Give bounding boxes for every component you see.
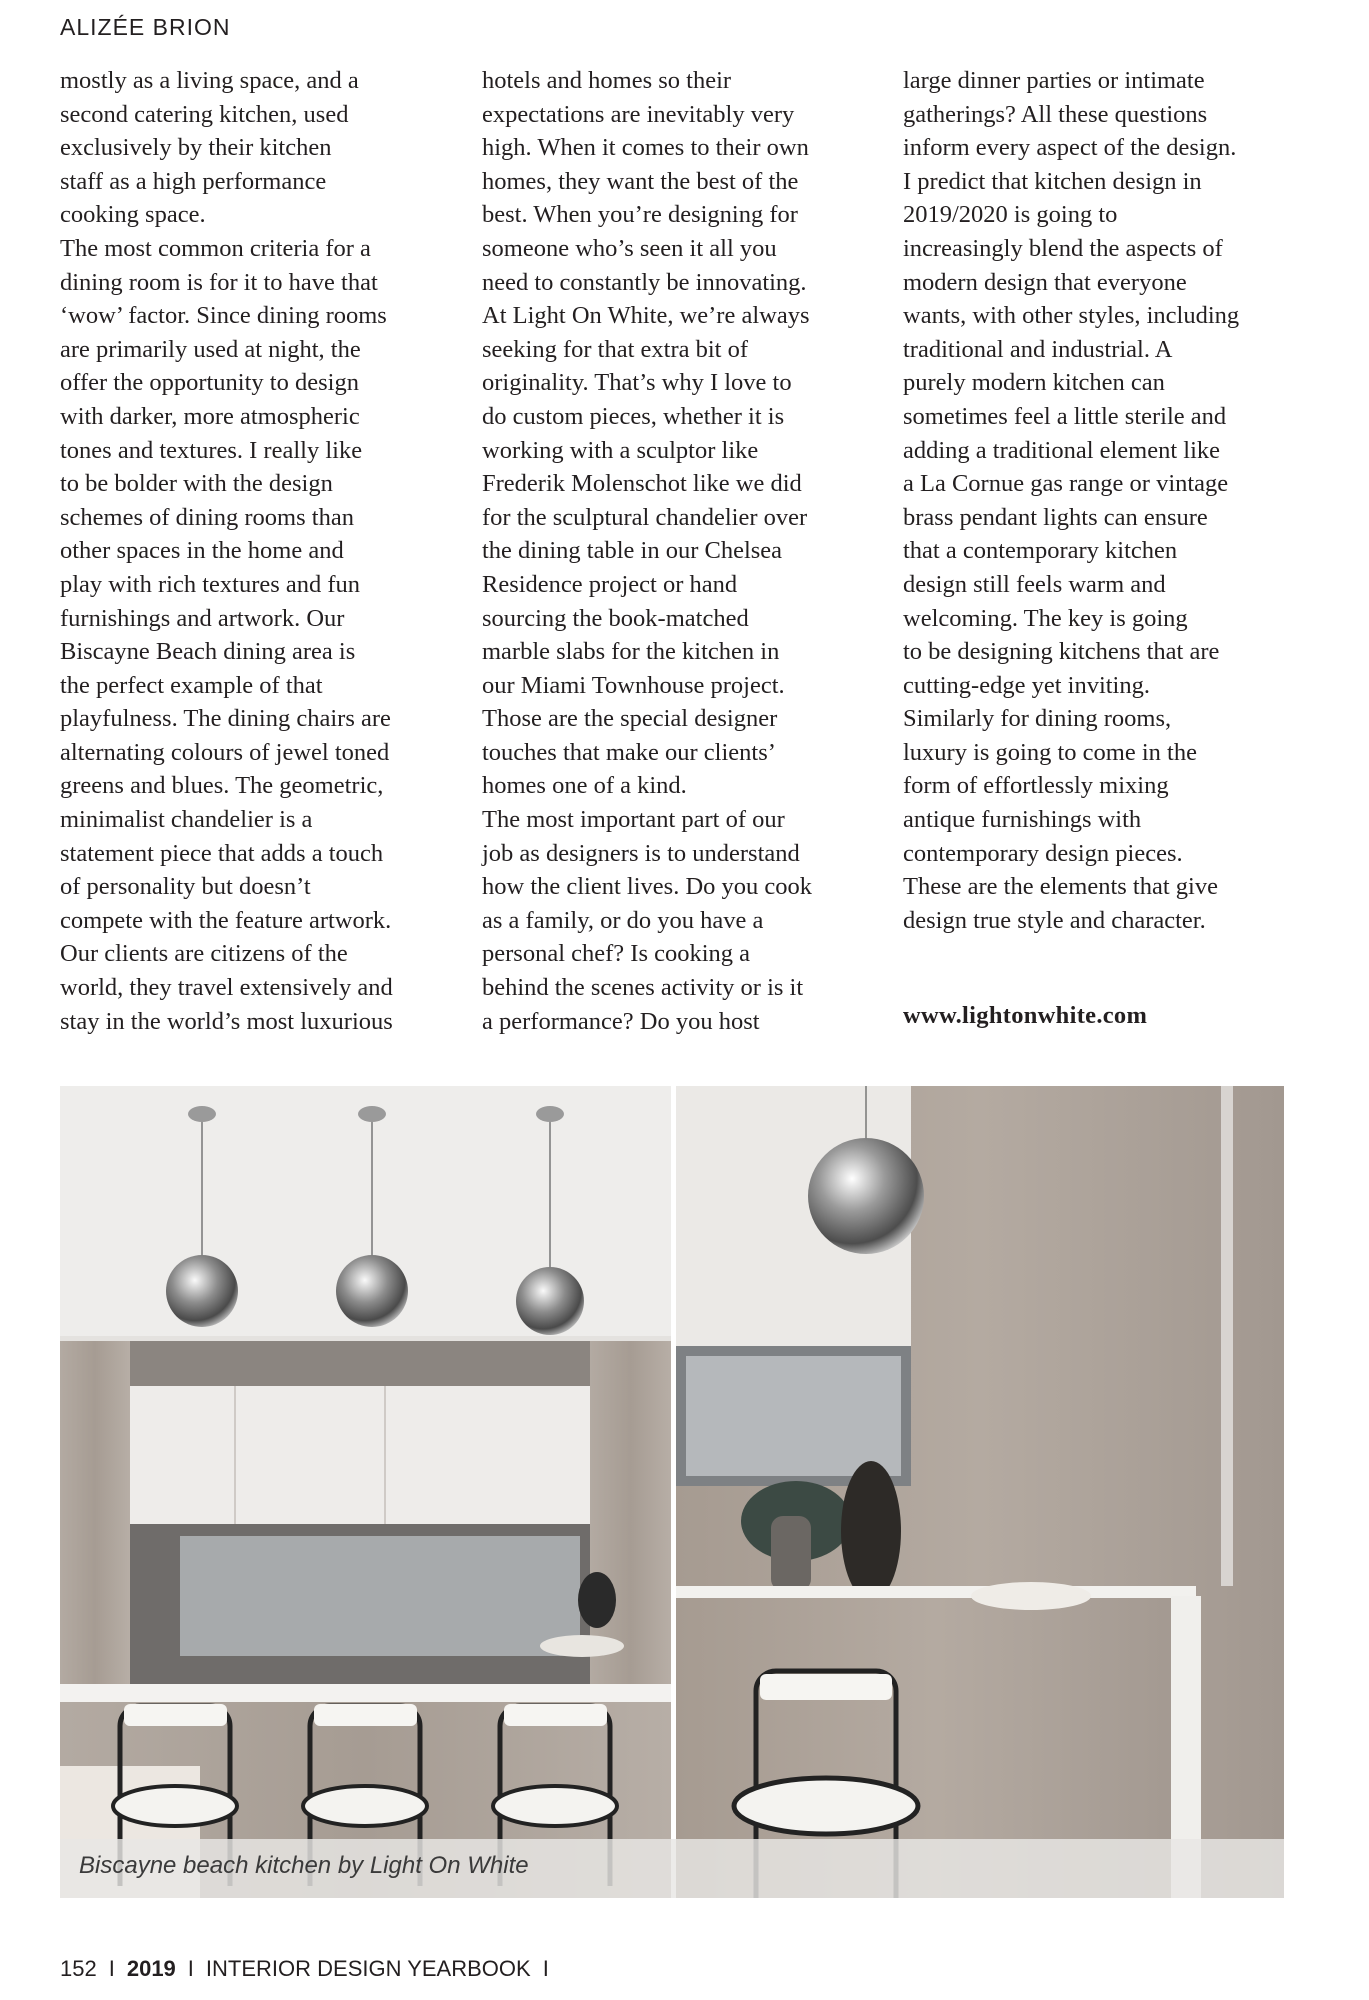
article-line: dining room is for it to have that	[60, 268, 378, 296]
article-line: how the client lives. Do you cook	[482, 873, 813, 901]
article-line: as a family, or do you have a	[482, 906, 764, 934]
article-line: high. When it comes to their own	[482, 134, 809, 162]
article-line: a La Cornue gas range or vintage	[903, 470, 1229, 498]
article-line: cooking space.	[60, 201, 206, 229]
article-line: design true style and character.	[903, 906, 1206, 934]
article-line: adding a traditional element like	[903, 436, 1221, 464]
article-column-3	[903, 64, 1288, 937]
article-line: playfulness. The dining chairs are	[60, 705, 391, 733]
article-line: I predict that kitchen design in	[903, 167, 1202, 195]
article-line: to be designing kitchens that are	[903, 638, 1220, 666]
article-line: Those are the special designer	[482, 705, 778, 733]
article-line: Similarly for dining rooms,	[903, 705, 1172, 733]
article-line: minimalist chandelier is a	[60, 806, 313, 834]
kitchen-photo-right	[676, 1086, 1284, 1898]
photo-caption: Biscayne beach kitchen by Light On White	[79, 1852, 529, 1879]
website-link[interactable]: www.lightonwhite.com	[903, 1002, 1148, 1029]
article-line: working with a sculptor like	[482, 436, 759, 464]
article-line: that a contemporary kitchen	[903, 537, 1178, 565]
article-line: modern design that everyone	[903, 268, 1187, 296]
article-line: second catering kitchen, used	[60, 100, 349, 128]
article-line: behind the scenes activity or is it	[482, 974, 804, 1002]
page-number: 152	[60, 1956, 97, 1981]
article-line: tones and textures. I really like	[60, 436, 363, 464]
article-column-2	[482, 64, 867, 1038]
article-line: homes, they want the best of the	[482, 167, 799, 195]
article-line: originality. That’s why I love to	[482, 369, 792, 397]
article-line: large dinner parties or intimate	[903, 67, 1205, 94]
author-name: ALIZÉE BRION	[60, 14, 231, 40]
article-line: other spaces in the home and	[60, 537, 344, 565]
article-line: compete with the feature artwork.	[60, 906, 392, 934]
article-line: antique furnishings with	[903, 806, 1142, 834]
article-line: Frederik Molenschot like we did	[482, 470, 802, 498]
article-line: purely modern kitchen can	[903, 369, 1165, 397]
article-line: the dining table in our Chelsea	[482, 537, 783, 565]
article-line: cutting-edge yet inviting.	[903, 671, 1150, 699]
article-line: expectations are inevitably very	[482, 100, 795, 128]
article-line: brass pendant lights can ensure	[903, 503, 1208, 531]
article-line: play with rich textures and fun	[60, 570, 361, 598]
article-line: luxury is going to come in the	[903, 738, 1197, 766]
article-column-1	[60, 64, 445, 1038]
article-line: sometimes feel a little sterile and	[903, 402, 1227, 430]
article-line: statement piece that adds a touch	[60, 839, 384, 867]
article-line: exclusively by their kitchen	[60, 134, 332, 162]
article-line: stay in the world’s most luxurious	[60, 1007, 393, 1035]
publication-title: INTERIOR DESIGN YEARBOOK	[205, 1956, 531, 1981]
article-line: furnishings and artwork. Our	[60, 604, 345, 632]
article-line: of personality but doesn’t	[60, 873, 311, 901]
article-line: These are the elements that give	[903, 873, 1218, 901]
article-line: The most important part of our	[482, 806, 785, 834]
article-line: contemporary design pieces.	[903, 839, 1183, 867]
article-line: form of effortlessly mixing	[903, 772, 1169, 800]
kitchen-photo-left	[60, 1086, 671, 1898]
article-line: do custom pieces, whether it is	[482, 402, 785, 430]
article-line: At Light On White, we’re always	[482, 302, 810, 330]
article-line: marble slabs for the kitchen in	[482, 638, 780, 666]
article-line: seeking for that extra bit of	[482, 335, 749, 363]
article-line: world, they travel extensively and	[60, 974, 393, 1002]
article-line: need to constantly be innovating.	[482, 268, 807, 296]
article-line: traditional and industrial. A	[903, 335, 1173, 363]
article-line: homes one of a kind.	[482, 772, 687, 800]
article-line: job as designers is to understand	[482, 839, 800, 867]
article-line: ‘wow’ factor. Since dining rooms	[60, 302, 387, 330]
article-line: offer the opportunity to design	[60, 369, 359, 397]
article-line: 2019/2020 is going to	[903, 201, 1118, 229]
article-line: are primarily used at night, the	[60, 335, 361, 363]
article-line: sourcing the book-matched	[482, 604, 749, 632]
article-line: schemes of dining rooms than	[60, 503, 354, 531]
article-line: alternating colours of jewel toned	[60, 738, 390, 766]
article-line: design still feels warm and	[903, 570, 1166, 598]
article-line: hotels and homes so their	[482, 67, 732, 94]
article-line: someone who’s seen it all you	[482, 234, 777, 262]
footer-year: 2019	[126, 1956, 176, 1981]
article-line: personal chef? Is cooking a	[482, 940, 751, 968]
footer-separator: I	[187, 1956, 194, 1981]
article-line: with darker, more atmospheric	[60, 402, 360, 430]
article-line: inform every aspect of the design.	[903, 134, 1237, 162]
article-line: Biscayne Beach dining area is	[60, 638, 356, 666]
footer-separator: I	[108, 1956, 115, 1981]
article-line: the perfect example of that	[60, 671, 323, 699]
article-line: touches that make our clients’	[482, 738, 776, 766]
article-line: our Miami Townhouse project.	[482, 671, 785, 699]
article-line: wants, with other styles, including	[903, 302, 1240, 330]
article-line: a performance? Do you host	[482, 1007, 760, 1035]
kitchen-illustration-right	[676, 1086, 1284, 1898]
article-line: to be bolder with the design	[60, 470, 333, 498]
article-line: best. When you’re designing for	[482, 201, 798, 229]
article-line: The most common criteria for a	[60, 234, 371, 262]
kitchen-illustration-left	[60, 1086, 671, 1898]
article-line: staff as a high performance	[60, 167, 327, 195]
page-footer	[60, 1956, 561, 1982]
article-line: Our clients are citizens of the	[60, 940, 348, 968]
article-line: gatherings? All these questions	[903, 100, 1208, 128]
article-line: Residence project or hand	[482, 570, 738, 598]
article-line: welcoming. The key is going	[903, 604, 1188, 632]
article-line: greens and blues. The geometric,	[60, 772, 384, 800]
article-line: for the sculptural chandelier over	[482, 503, 808, 531]
footer-separator: I	[542, 1956, 549, 1981]
article-line: mostly as a living space, and a	[60, 67, 359, 94]
article-line: increasingly blend the aspects of	[903, 234, 1223, 262]
